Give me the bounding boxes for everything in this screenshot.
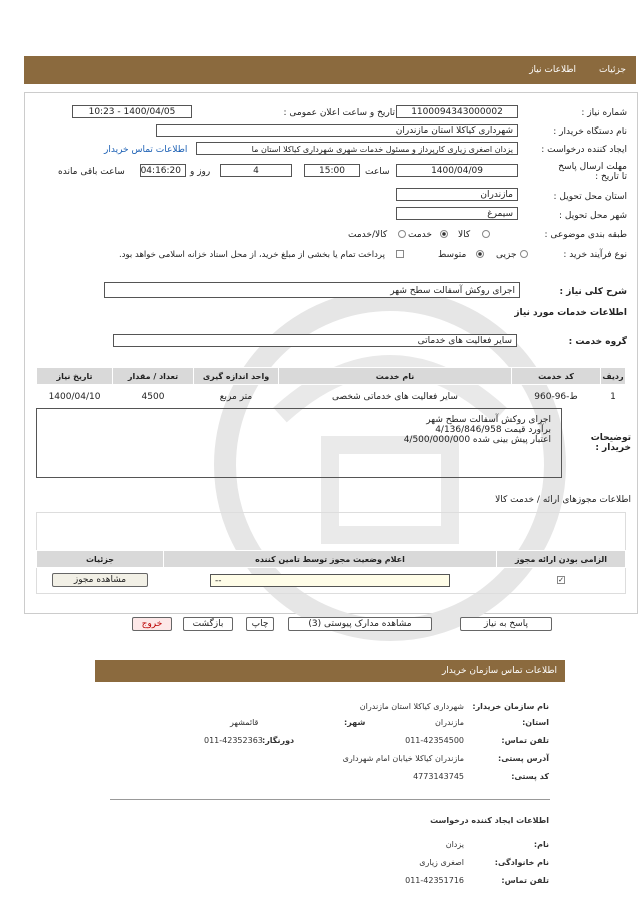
col-qty: تعداد / مقدار (113, 368, 194, 385)
contact-header (95, 660, 565, 682)
creator-family-value: اصغری زیاری (419, 858, 464, 867)
days-label: روز و (190, 167, 211, 177)
deadline-label: مهلت ارسال پاسخ تا تاریخ : (558, 162, 627, 182)
print-button[interactable]: چاپ (246, 617, 274, 631)
creator-info-title: اطلاعات ایجاد کننده درخواست (430, 816, 549, 825)
reply-button[interactable]: پاسخ به نیاز (460, 617, 552, 631)
col-name: نام خدمت (279, 368, 512, 385)
fax-label: دورنگار: (262, 736, 295, 745)
creator-field: یزدان اصغری زیاری کارپرداز و مسئول خدمات شهری شهرداری کیاکلا استان ما (196, 142, 518, 155)
buyer-contact-link[interactable]: اطلاعات تماس خریدار (104, 145, 188, 155)
process-partial-label: جزیی (496, 250, 517, 260)
payment-checkbox[interactable] (396, 249, 404, 259)
required-checkbox: ✓ (558, 575, 564, 584)
cell-row: 1 (610, 392, 616, 402)
payment-note: پرداخت تمام یا بخشی از مبلغ خرید، از محل اسناد خزانه اسلامی خواهد بود. (119, 250, 385, 260)
category-both-label: کالا/خدمت (348, 230, 388, 240)
postal-value: 4773143745 (413, 772, 464, 781)
required-cell (497, 568, 626, 593)
summary-field: اجرای روکش آسفالت سطح شهر (104, 282, 520, 298)
permits-table (36, 550, 626, 592)
contact-province-label: استان: (522, 718, 549, 727)
service-group-field: سایر فعالیت های خدماتی (113, 334, 517, 347)
category-service-radio[interactable] (440, 229, 448, 239)
notes-line-3: اعتبار پیش بینی شده 4/500/000/000 (403, 435, 551, 445)
permit-status-field[interactable]: -- (210, 574, 450, 587)
province-field: مازندران (396, 188, 518, 201)
view-permit-button[interactable]: مشاهده مجوز (52, 573, 148, 587)
creator-phone-label: تلفن تماس: (501, 876, 549, 885)
contact-phone-value: 011-42354500 (405, 736, 464, 745)
services-title: اطلاعات خدمات مورد نیاز (514, 308, 627, 318)
col-status: اعلام وضعیت مجوز توسط تامین کننده (164, 551, 497, 568)
remaining-label: ساعت باقی مانده (58, 167, 125, 177)
col-date: تاریخ نیاز (37, 368, 113, 385)
details-cell (37, 568, 164, 593)
creator-family-label: نام خانوادگی: (494, 858, 549, 867)
need-number-field: 1100094343000002 (396, 105, 518, 118)
remaining-time-field: 04:16:20 (140, 164, 186, 177)
deadline-date-field: 1400/04/09 (396, 164, 518, 177)
announce-date-label: تاریخ و ساعت اعلان عمومی : (283, 108, 395, 118)
org-label: نام سازمان خریدار: (472, 702, 549, 711)
category-both-radio[interactable] (398, 229, 406, 239)
process-partial-radio[interactable] (520, 249, 528, 259)
contact-province-value: مازندران (435, 718, 464, 727)
divider (110, 799, 550, 800)
contact-title: اطلاعات تماس سازمان خریدار (441, 666, 557, 676)
cell-qty: 4500 (141, 392, 165, 402)
creator-name-value: یزدان (445, 840, 464, 849)
contact-city-label: شهر: (344, 718, 366, 727)
org-value: شهرداری کیاکلا استان مازندران (359, 702, 464, 711)
fax-value: 011-42352363 (204, 736, 263, 745)
category-goods-radio[interactable] (482, 229, 490, 239)
permits-title: اطلاعات مجوزهای ارائه / خدمت کالا (495, 495, 631, 505)
notes-line-2: برآورد قیمت 4/136/846/958 (435, 425, 551, 435)
buyer-notes-label: توضیحات خریدار : (590, 433, 631, 453)
summary-label: شرح کلی نیاز : (559, 287, 627, 297)
process-medium-radio[interactable] (476, 249, 484, 259)
col-details: جزئیات (37, 551, 164, 568)
city-label: شهر محل تحویل : (558, 211, 627, 221)
contact-city-value: قائمشهر (230, 718, 259, 727)
services-table-header (37, 368, 626, 385)
postal-label: کد پستی: (511, 772, 549, 781)
page-header (24, 56, 636, 84)
category-goods-label: کالا (458, 230, 471, 240)
cell-code: ط-96-960 (534, 392, 578, 402)
cell-date: 1400/04/10 (48, 392, 101, 402)
table-row (37, 385, 626, 410)
announce-date-field: 1400/04/05 - 10:23 (72, 105, 192, 118)
buyer-field: شهرداری کیاکلا استان مازندران (156, 124, 518, 137)
province-label: استان محل تحویل : (553, 192, 627, 202)
permits-header (37, 551, 626, 568)
buyer-notes-box (36, 408, 562, 478)
cell-unit: متر مربع (219, 392, 253, 402)
notes-line-1: اجرای روکش آسفالت سطح شهر (426, 415, 551, 425)
need-number-label: شماره نیاز : (581, 108, 627, 118)
process-label: نوع فرآیند خرید : (563, 250, 627, 260)
buyer-label: نام دستگاه خریدار : (553, 127, 627, 137)
hour-label: ساعت (365, 167, 390, 177)
category-service-label: خدمت (408, 230, 432, 240)
services-table (36, 367, 626, 409)
status-cell (164, 568, 497, 593)
cell-name: سایر فعالیت های خدماتی شخصی (332, 392, 458, 402)
attachments-button[interactable]: مشاهده مدارک پیوستی (3) (288, 617, 432, 631)
table-row (37, 568, 626, 593)
address-value: مازندران کیاکلا خیابان امام شهرداری (342, 754, 464, 763)
tab-need-info[interactable]: اطلاعات نیاز (529, 65, 576, 75)
contact-phone-label: تلفن تماس: (501, 736, 549, 745)
exit-button[interactable]: خروج (132, 617, 172, 631)
creator-phone-value: 011-42351716 (405, 876, 464, 885)
tab-details[interactable]: جزئیات (599, 65, 626, 75)
days-field: 4 (220, 164, 292, 177)
col-required: الزامی بودن ارائه مجوز (497, 551, 626, 568)
city-field: سیمرغ (396, 207, 518, 220)
col-row: ردیف (601, 368, 626, 385)
process-medium-label: متوسط (438, 250, 467, 260)
back-button[interactable]: بازگشت (183, 617, 233, 631)
creator-name-label: نام: (533, 840, 549, 849)
col-code: کد خدمت (512, 368, 601, 385)
creator-label: ایجاد کننده درخواست : (541, 145, 627, 155)
deadline-hour-field: 15:00 (304, 164, 360, 177)
col-unit: واحد اندازه گیری (194, 368, 279, 385)
address-label: آدرس پستی: (498, 754, 549, 763)
category-label: طبقه بندی موضوعی : (544, 230, 627, 240)
service-group-label: گروه خدمت : (568, 337, 627, 347)
